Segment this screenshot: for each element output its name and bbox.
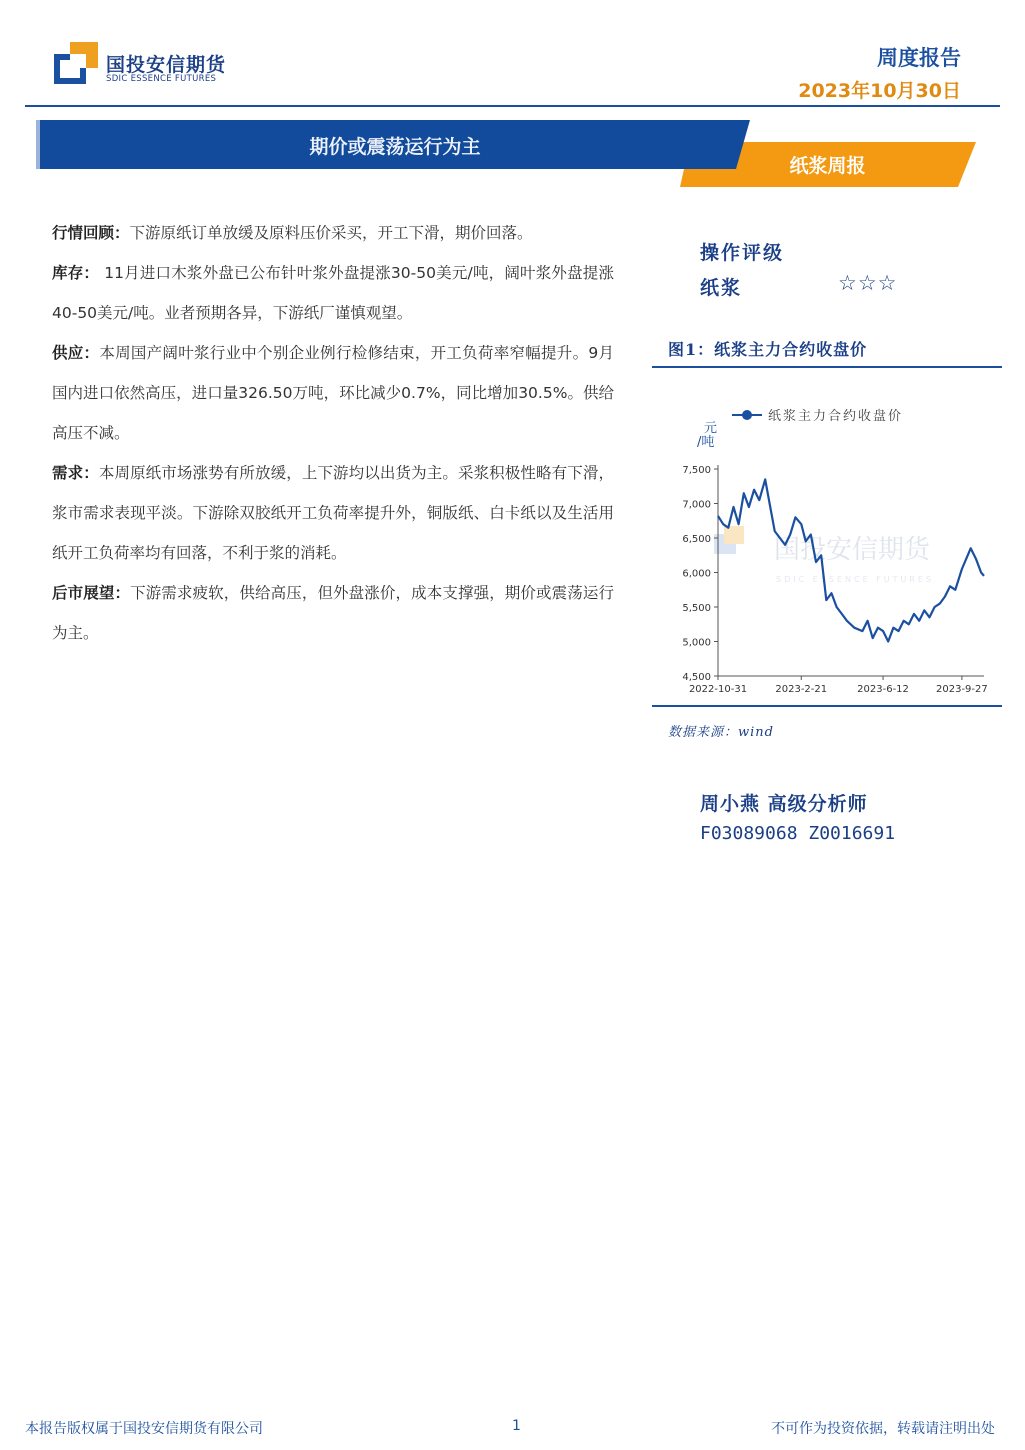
rating-title: 操作评级 [700,242,785,264]
y-tick-label: 7,000 [682,499,711,511]
rating-stars: ☆☆☆ [838,271,898,295]
legend-marker [742,410,752,420]
price-chart [652,372,1002,702]
section-inventory [52,253,614,333]
y-axis-label: 元 [704,421,718,436]
y-tick-label: 7,500 [682,465,711,476]
x-tick-label: 2023-6-12 [857,684,909,695]
x-tick-label: 2023-9-27 [936,684,988,695]
rating-item: 纸浆 [700,277,743,299]
figure-top-rule [652,366,1002,368]
analyst-license: F03089068 Z0016691 [700,823,896,844]
section-market-review [52,213,614,253]
section-label: 后市展望： [52,584,131,602]
page-number: 1 [512,1418,521,1434]
footer-disclaimer: 不可作为投资依据，转载请注明出处 [771,1421,995,1437]
report-body [52,213,614,653]
section-supply [52,333,614,453]
y-tick-label: 6,000 [682,568,711,580]
analyst-name: 周小燕 高级分析师 [700,793,868,815]
watermark-text-en: SDIC ESSENCE FUTURES [776,575,935,584]
figure-title: 图1：纸浆主力合约收盘价 [668,340,868,359]
section-text: 本周原纸市场涨势有所放缓，上下游均以出货为主。采浆积极性略有下滑，浆市需求表现平淡。下游除双胶纸开工负荷率提升外，铜版纸、白卡纸以及生活用纸开工负荷率均有回落，不利于浆的消耗。 [52,464,614,562]
report-type: 周度报告 [877,46,961,70]
y-tick-label: 4,500 [682,672,711,683]
section-text: 下游原纸订单放缓及原料压价采买，开工下滑，期价回落。 [129,224,533,242]
section-label: 库存： [52,264,100,282]
y-tick-label: 5,000 [682,637,711,649]
company-name-cn: 国投安信期货 [106,54,227,76]
watermark-logo-icon [724,526,744,544]
section-text: 11月进口木浆外盘已公布针叶浆外盘提涨30-50美元/吨，阔叶浆外盘提涨40-50美元/吨。业者预期各异，下游纸厂谨慎观望。 [52,264,614,322]
report-title: 期价或震荡运行为主 [309,136,481,158]
footer-copyright: 本报告版权属于国投安信期货有限公司 [25,1421,263,1437]
legend-label: 纸浆主力合约收盘价 [768,409,904,424]
y-tick-label: 6,500 [682,534,711,545]
report-date: 2023年10月30日 [798,80,961,102]
x-tick-label: 2022-10-31 [688,684,748,695]
watermark-text: 国投安信期货 [774,535,931,565]
figure-bottom-rule [652,705,1002,707]
header-divider [25,105,1000,107]
section-label: 需求： [52,464,99,482]
report-category: 纸浆周报 [789,155,866,177]
section-text: 下游需求疲软，供给高压，但外盘涨价，成本支撑强，期价或震荡运行为主。 [52,584,614,642]
y-axis-label: /吨 [697,435,715,450]
logo-icon [54,42,98,84]
section-label: 行情回顾： [52,224,130,242]
x-tick-label: 2023-2-21 [775,684,828,695]
data-source: 数据来源：wind [668,725,774,740]
company-name-en: SDIC ESSENCE FUTURES [106,74,217,84]
section-outlook [52,573,614,653]
y-tick-label: 5,500 [682,603,711,614]
section-label: 供应： [52,344,100,362]
section-demand [52,453,614,573]
section-text: 本周国产阔叶浆行业中个别企业例行检修结束，开工负荷率窄幅提升。9月国内进口依然高压，进口量326.50万吨，环比减少0.7%，同比增加30.5%。供给高压不减。 [52,344,614,442]
